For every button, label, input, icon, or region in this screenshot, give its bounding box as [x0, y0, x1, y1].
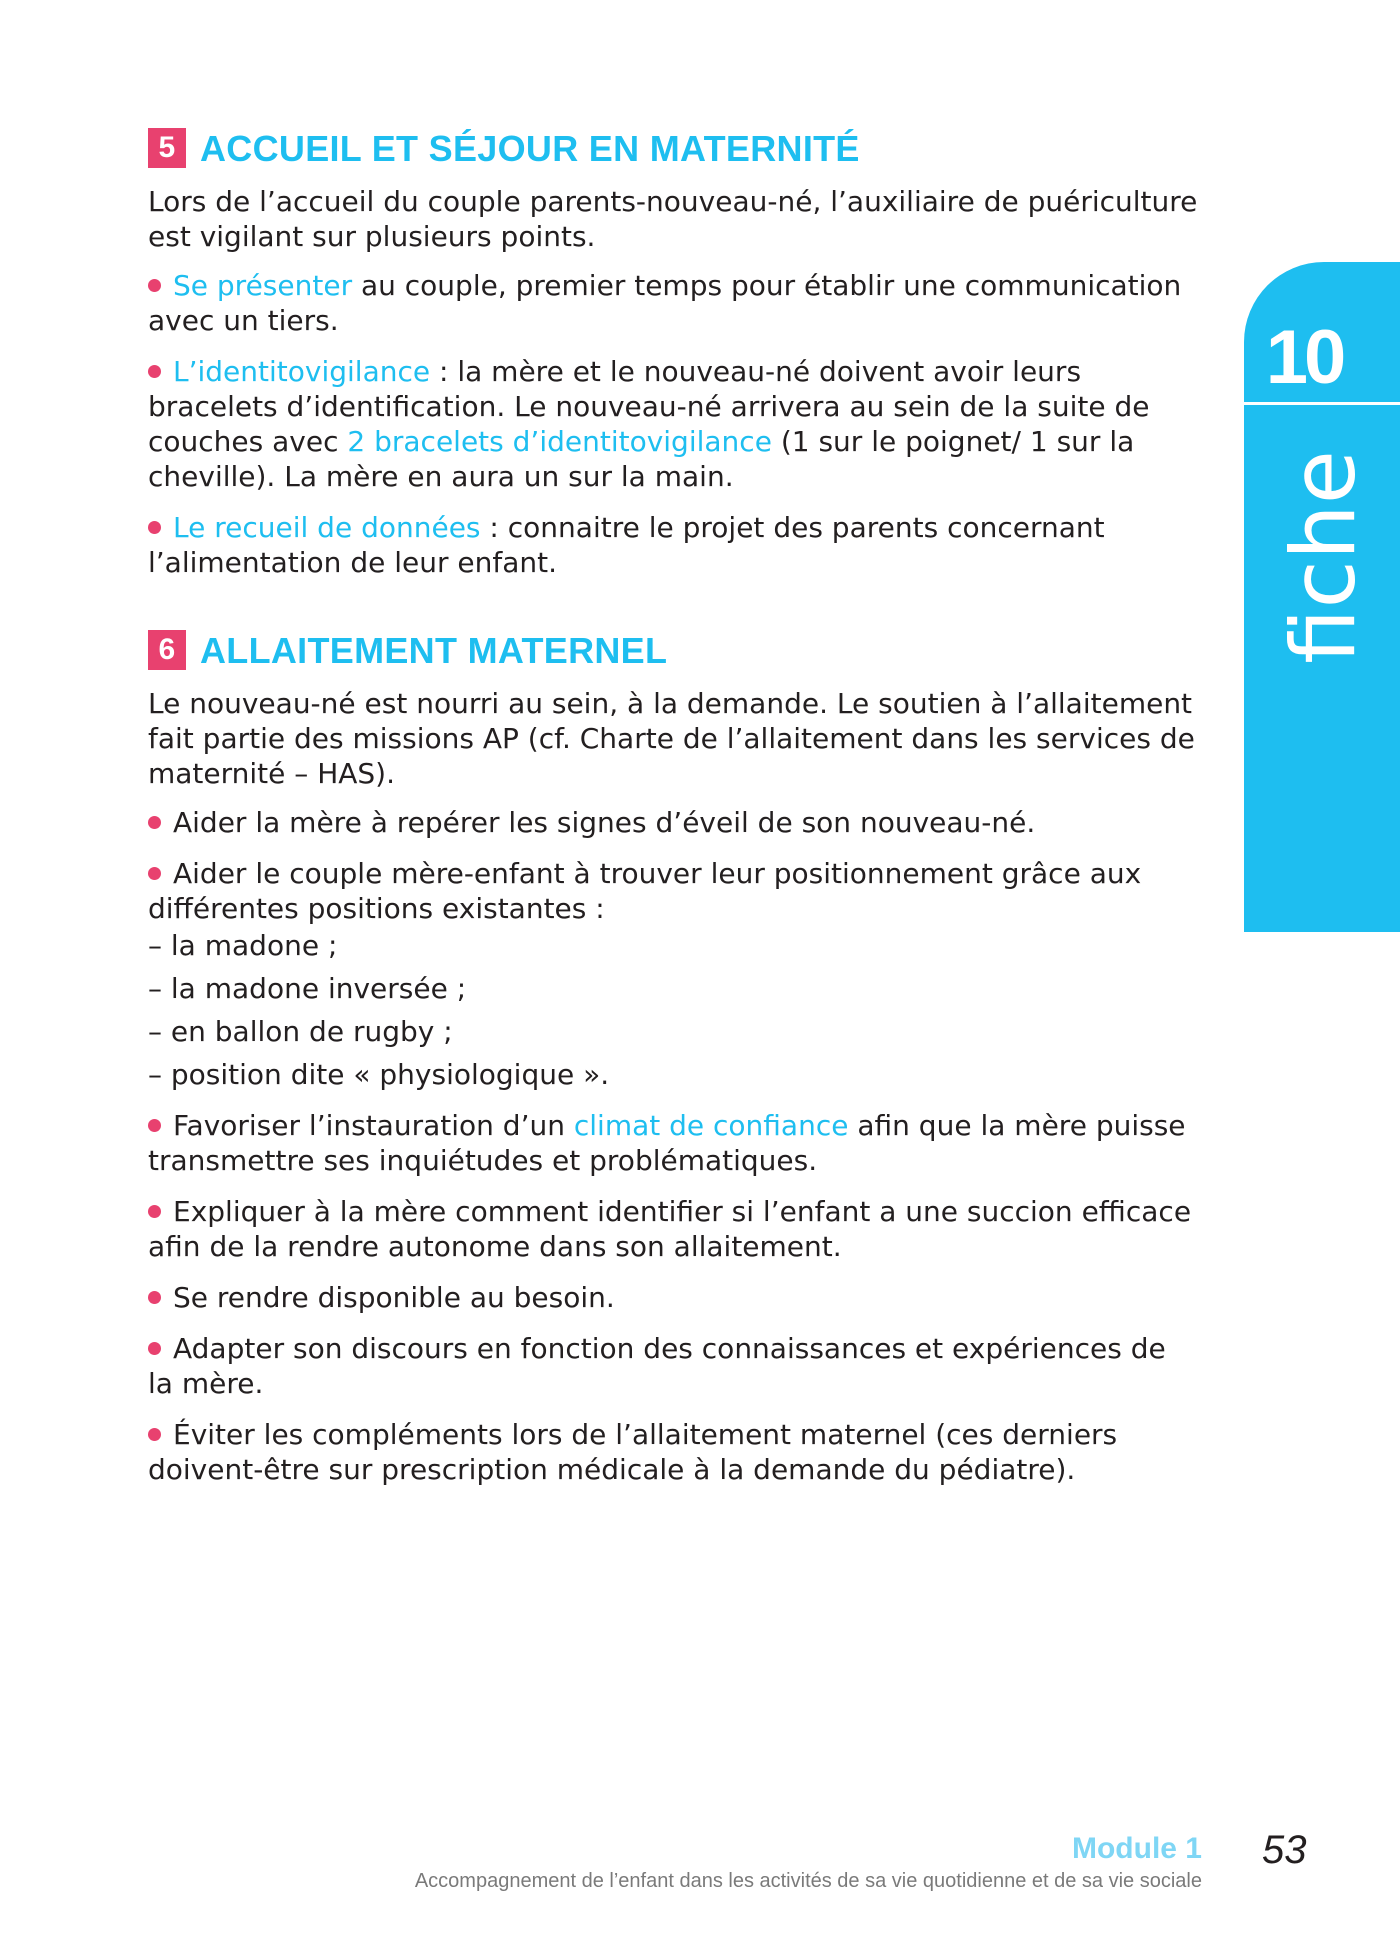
section-number-badge: 6 [148, 630, 186, 670]
bullet-text: (1 sur le poignet/ 1 sur la cheville). La mère en aura un sur la main. [148, 425, 1135, 493]
bullet-text: Favoriser l’instauration d’un [173, 1109, 574, 1142]
list-item: – la madone inversée ; [148, 972, 467, 1005]
bullet-item [148, 1108, 1198, 1178]
bullet-dot-icon [148, 521, 161, 534]
footer-subtitle: Accompagnement de l’enfant dans les activités de sa vie quotidienne et de sa vie sociale [414, 1870, 1202, 1892]
bullet-text: Se rendre disponible au besoin. [173, 1281, 615, 1314]
list-item: – position dite « physiologique ». [148, 1058, 610, 1091]
page-content [148, 128, 1198, 1503]
bullet-item [148, 805, 1198, 840]
section-6-heading [148, 630, 1198, 670]
bullet-dot-icon [148, 279, 161, 292]
fiche-label: fiche [1272, 450, 1375, 664]
section-number-badge: 5 [148, 128, 186, 168]
list-item: – la madone ; [148, 929, 338, 962]
bullet-dot-icon [148, 816, 161, 829]
bullet-dot-icon [148, 1205, 161, 1218]
bullet-item [148, 510, 1198, 580]
highlight-term: 2 bracelets d’identitovigilance [347, 425, 772, 458]
bullet-item [148, 354, 1198, 494]
highlight-term: climat de confiance [573, 1109, 849, 1142]
bullet-item [148, 856, 1198, 926]
bullet-item [148, 1417, 1198, 1487]
bullet-text: Adapter son discours en fonction des connaissances et expériences de la mère. [148, 1332, 1166, 1400]
bullet-item [148, 1194, 1198, 1264]
section-5-heading [148, 128, 1198, 168]
positions-list [148, 928, 1198, 1092]
bullet-text: au couple, premier temps pour établir une communication avec un tiers. [148, 269, 1182, 337]
bullet-item [148, 268, 1198, 338]
bullet-dot-icon [148, 1428, 161, 1441]
footer-module: Module 1 [1071, 1832, 1202, 1865]
bullet-text: Expliquer à la mère comment identifier si l’enfant a une succion efficace afin de la rendre autonome dans son allaitement. [148, 1195, 1192, 1263]
bullet-text: Aider la mère à repérer les signes d’éveil de son nouveau-né. [173, 806, 1036, 839]
list-item: – en ballon de rugby ; [148, 1015, 453, 1048]
bullet-dot-icon [148, 1291, 161, 1304]
bullet-dot-icon [148, 1342, 161, 1355]
bullet-text: Éviter les compléments lors de l’allaitement maternel (ces derniers doivent-être sur prescription médicale à la demande du pédiatre). [148, 1418, 1118, 1486]
tab-divider [1244, 402, 1400, 405]
section-6-intro: Le nouveau-né est nourri au sein, à la demande. Le soutien à l’allaitement fait partie des missions AP (cf. Charte de l’allaitement dans les services de maternité – HAS). [148, 687, 1195, 790]
highlight-term: Le recueil de données [173, 511, 481, 544]
bullet-text: afin que la mère puisse transmettre ses inquiétudes et problématiques. [148, 1109, 1186, 1177]
bullet-dot-icon [148, 365, 161, 378]
fiche-tab [1244, 262, 1400, 932]
bullet-text: Aider le couple mère-enfant à trouver leur positionnement grâce aux différentes positions existantes : [148, 857, 1142, 925]
highlight-term: Se présenter [173, 269, 353, 302]
highlight-term: L’identitovigilance [173, 355, 431, 388]
bullet-text: : la mère et le nouveau-né doivent avoir leurs bracelets d’identification. Le nouveau-né arrivera au sein de la suite de couches avec [148, 355, 1150, 458]
fiche-number: 10 [1265, 315, 1343, 400]
bullet-item [148, 1280, 1198, 1315]
section-5-intro: Lors de l’accueil du couple parents-nouveau-né, l’auxiliaire de puériculture est vigilant sur plusieurs points. [148, 185, 1198, 253]
section-title: ACCUEIL ET SÉJOUR EN MATERNITÉ [200, 127, 860, 169]
section-title: ALLAITEMENT MATERNEL [200, 629, 668, 671]
bullet-dot-icon [148, 1119, 161, 1132]
page-number: 53 [1262, 1828, 1307, 1872]
bullet-text: : connaitre le projet des parents concernant l’alimentation de leur enfant. [148, 511, 1105, 579]
bullet-item [148, 1331, 1198, 1401]
bullet-dot-icon [148, 867, 161, 880]
